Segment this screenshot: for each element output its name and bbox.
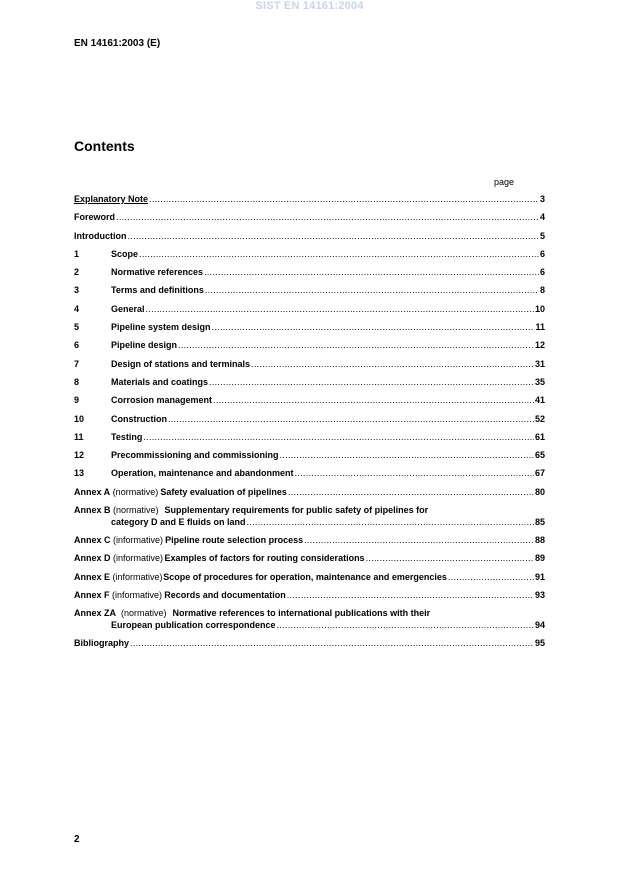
- toc-entry-page: 65: [534, 450, 545, 461]
- toc-entry-page: 52: [534, 413, 545, 424]
- toc-entry-introduction[interactable]: [74, 231, 545, 249]
- toc-entry-title[interactable]: Testing: [111, 431, 143, 442]
- annex-type: (normative): [113, 505, 159, 516]
- toc-entry-clause-8[interactable]: [74, 377, 545, 395]
- toc-entry-clause-12[interactable]: [74, 450, 545, 468]
- clause-number: 13: [74, 468, 85, 479]
- toc-entry-clause-7[interactable]: [74, 359, 545, 377]
- annex-label: Annex D: [74, 553, 111, 564]
- toc-entry-title[interactable]: Materials and coatings: [111, 376, 209, 387]
- toc-entry-page: 67: [534, 468, 545, 479]
- toc-entry-page: 89: [534, 553, 545, 564]
- toc-entry-page: 8: [539, 285, 545, 296]
- document-id: EN 14161:2003 (E): [74, 38, 161, 49]
- toc-entry-annex-f[interactable]: [74, 590, 545, 608]
- clause-number: 11: [74, 431, 84, 442]
- toc-entry-title[interactable]: Terms and definitions: [111, 285, 204, 296]
- toc-entry-foreword[interactable]: [74, 212, 545, 230]
- toc-entry-page: 12: [534, 340, 545, 351]
- toc-entry-page: 6: [539, 248, 545, 259]
- toc-entry-page: 85: [534, 517, 545, 528]
- toc-entry-page: 10: [534, 303, 545, 314]
- toc-entry-annex-za[interactable]: [74, 608, 545, 638]
- clause-number: 10: [74, 413, 85, 424]
- annex-label: Annex ZA: [74, 608, 117, 619]
- toc-entry-page: 88: [534, 535, 545, 546]
- toc-entry-title[interactable]: General: [111, 303, 145, 314]
- toc-entry-clause-5[interactable]: [74, 322, 545, 340]
- toc-entry-title[interactable]: Bibliography: [74, 638, 130, 649]
- toc-entry-page: 5: [539, 230, 545, 241]
- toc-entry-title[interactable]: Operation, maintenance and abandonment: [111, 468, 294, 479]
- toc-entry-title[interactable]: Corrosion management: [111, 395, 213, 406]
- toc-entry-annex-a[interactable]: [74, 487, 545, 505]
- toc-entry-title[interactable]: Safety evaluation of pipelines: [160, 486, 287, 497]
- annex-label: Annex F: [74, 589, 110, 600]
- toc-entry-title[interactable]: Foreword: [74, 212, 116, 223]
- clause-number: 3: [74, 285, 80, 296]
- toc-entry-title[interactable]: Introduction: [74, 230, 127, 241]
- page-title: Contents: [74, 138, 135, 154]
- toc-entry-clause-1[interactable]: [74, 249, 545, 267]
- toc-entry-clause-9[interactable]: [74, 395, 545, 413]
- page-column-label: page: [494, 177, 515, 187]
- clause-number: 9: [74, 395, 80, 406]
- toc-entry-annex-c[interactable]: [74, 535, 545, 553]
- toc-entry-title[interactable]: Scope: [111, 248, 139, 259]
- toc-entry-page: 35: [534, 376, 545, 387]
- toc-entry-title[interactable]: Construction: [111, 413, 167, 424]
- annex-type: (normative): [112, 486, 159, 497]
- toc-entry-page: 4: [539, 212, 545, 223]
- toc-entry-annex-b[interactable]: [74, 505, 545, 535]
- toc-entry-page: 31: [534, 358, 545, 369]
- toc-entry-title-continued[interactable]: category D and E fluids on land: [111, 517, 246, 528]
- toc-entry-title[interactable]: Supplementary requirements for public safety of pipelines for: [164, 505, 429, 516]
- annex-type: (informative): [113, 535, 164, 546]
- clause-number: 5: [74, 322, 80, 333]
- toc-entry-bibliography[interactable]: [74, 638, 545, 656]
- toc-entry-clause-2[interactable]: [74, 267, 545, 285]
- toc-entry-page: 61: [534, 431, 545, 442]
- toc-entry-title[interactable]: Explanatory Note: [74, 194, 149, 204]
- clause-number: 2: [74, 267, 80, 278]
- toc-entry-annex-d[interactable]: [74, 553, 545, 571]
- annex-type: (informative): [112, 571, 163, 582]
- toc-entry-title-continued[interactable]: European publication correspondence: [111, 620, 276, 631]
- footer-page-number: 2: [74, 834, 80, 845]
- annex-label: Annex C: [74, 535, 111, 546]
- toc-entry-title[interactable]: Precommissioning and commissioning: [111, 450, 279, 461]
- toc-entry-clause-4[interactable]: [74, 304, 545, 322]
- toc-entry-page: 3: [539, 194, 545, 204]
- toc-entry-title[interactable]: Design of stations and terminals: [111, 358, 251, 369]
- toc-entry-title[interactable]: Normative references to international publications with their: [172, 608, 431, 619]
- toc-entry-title[interactable]: Records and documentation: [164, 589, 286, 600]
- toc-entry-title[interactable]: Examples of factors for routing considerations: [164, 553, 365, 564]
- clause-number: 6: [74, 340, 80, 351]
- annex-label: Annex A: [74, 486, 111, 497]
- table-of-contents: [74, 194, 545, 657]
- annex-label: Annex B: [74, 505, 111, 516]
- toc-entry-page: 41: [534, 395, 545, 406]
- toc-entry-clause-13[interactable]: [74, 468, 545, 486]
- annex-type: (normative): [121, 608, 167, 619]
- toc-entry-title[interactable]: Pipeline route selection process: [165, 535, 304, 546]
- toc-entry-page: 80: [534, 486, 545, 497]
- toc-entry-page: 91: [534, 571, 545, 582]
- toc-entry-title[interactable]: Normative references: [111, 267, 204, 278]
- toc-entry-title[interactable]: Pipeline system design: [111, 322, 211, 333]
- toc-entry-title[interactable]: Scope of procedures for operation, maintenance and emergencies: [163, 571, 447, 582]
- toc-entry-page: 94: [534, 620, 545, 631]
- annex-label: Annex E: [74, 571, 111, 582]
- toc-entry-page: 95: [534, 638, 545, 649]
- toc-entry-clause-11[interactable]: [74, 432, 545, 450]
- watermark: SIST EN 14161:2004: [255, 0, 364, 12]
- annex-type: (informative): [112, 589, 163, 600]
- clause-number: 1: [74, 248, 80, 259]
- toc-entry-title[interactable]: Pipeline design: [111, 340, 178, 351]
- annex-type: (informative): [113, 553, 164, 564]
- toc-entry-page: 93: [534, 589, 545, 600]
- toc-entry-page: 11: [535, 322, 545, 333]
- toc-entry-clause-10[interactable]: [74, 414, 545, 432]
- toc-entry-annex-e[interactable]: [74, 572, 545, 590]
- clause-number: 7: [74, 358, 80, 369]
- clause-number: 4: [74, 303, 80, 314]
- toc-entry-clause-3[interactable]: [74, 285, 545, 303]
- toc-entry-clause-6[interactable]: [74, 340, 545, 358]
- toc-entry-page: 6: [539, 267, 545, 278]
- toc-entry-explanatory-note[interactable]: [74, 194, 545, 212]
- clause-number: 12: [74, 450, 85, 461]
- clause-number: 8: [74, 376, 80, 387]
